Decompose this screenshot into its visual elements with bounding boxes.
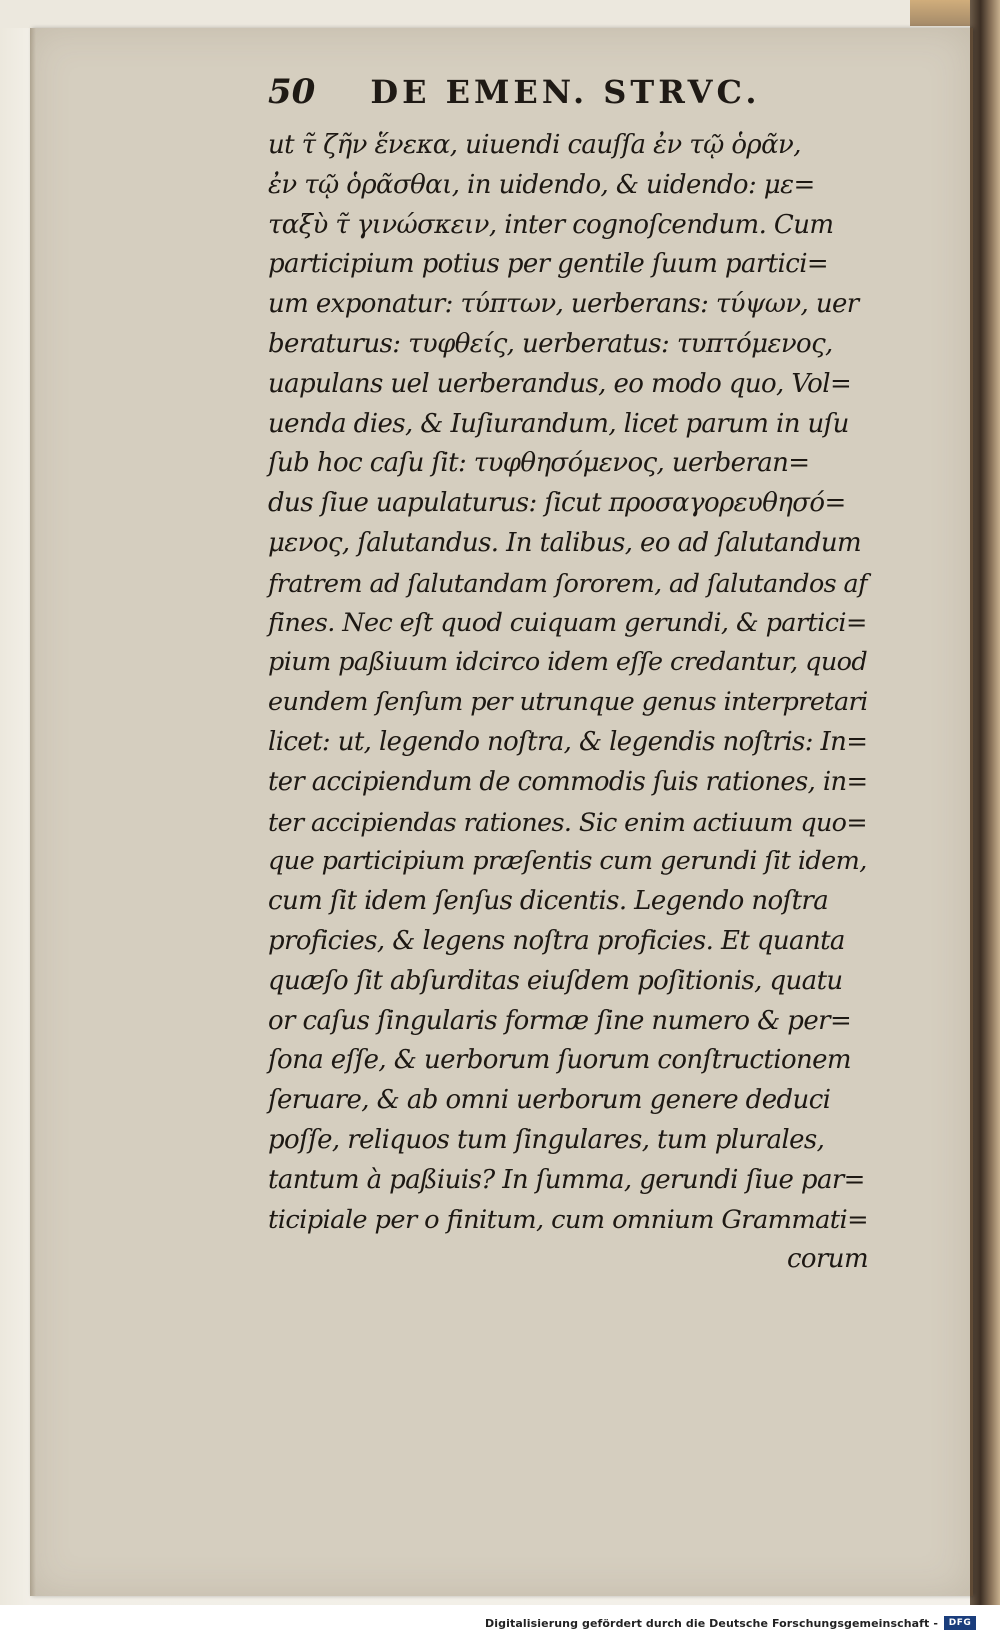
text-line: uapulans uel uerberandus, eo modo quo, Vol= (268, 368, 852, 399)
text-line: ter accipiendas rationes. Sic enim actiuum quo= (268, 806, 867, 837)
text-line: poſſe, reliquos tum ſingulares, tum plurales, (268, 1124, 825, 1155)
text-line: ſeruare, & ab omni uerborum genere deduci (268, 1085, 831, 1116)
text-line: fines. Nec eſt quod cuiquam gerundi, & partici= (268, 607, 867, 638)
page-number: 50 (268, 72, 316, 112)
text-line: μενος, ſalutandus. In talibus, eo ad ſalutandum (268, 527, 862, 558)
dfg-logo-icon: DFG (944, 1616, 976, 1630)
text-line: ter accipiendum de commodis ſuis rationes, in= (268, 766, 868, 797)
text-line: pium paßiuum idcirco idem eſſe credantur, quod (268, 647, 868, 678)
text-line: licet: ut, legendo noſtra, & legendis noſtris: In= (268, 726, 868, 757)
catchword: corum (786, 1244, 868, 1275)
text-line: participium potius per gentile ſuum partici= (268, 249, 829, 280)
text-line: or caſus ſingularis formæ ſine numero & per= (268, 1005, 852, 1036)
text-line: quæſo ſit abſurditas eiuſdem poſitionis, quatu (268, 965, 843, 996)
text-line: fratrem ad ſalutandam ſororem, ad ſalutandos af (268, 567, 867, 598)
funding-credit: Digitalisierung gefördert durch die Deutsche Forschungsgemeinschaft - (485, 1617, 938, 1630)
text-line: ἐν τῷ ὁρᾶσθαι, in uidendo, & uidendo: με= (268, 169, 815, 200)
text-line: ticipiale per o finitum, cum omnium Grammati= (268, 1204, 869, 1235)
book-spine-edge (970, 0, 1000, 1605)
text-line: ſub hoc caſu ſit: τυφθησόμενος, uerberan= (268, 448, 810, 479)
text-line: ut τ̃ ζῆν ἕνεκα, uiuendi cauſſa ἐν τῷ ὁρᾶν, (268, 130, 801, 160)
page-edge-shadow (30, 28, 36, 1596)
running-head: DE EMEN. STRVC. (370, 73, 761, 111)
text-line: dus ſiue uapulaturus: ſicut προσαγορευθησό= (268, 488, 846, 519)
text-line: proficies, & legens noſtra proficies. Et quanta (268, 925, 845, 956)
text-line: cum ſit idem ſenſus dicentis. Legendo noſtra (268, 886, 829, 917)
digitization-footer (0, 1605, 1000, 1645)
text-line: ſona eſſe, & uerborum ſuorum conſtructionem (268, 1045, 851, 1076)
book-corner (910, 0, 970, 26)
text-line: tantum à paßiuis? In ſumma, gerundi ſiue par= (268, 1164, 865, 1195)
text-line: que participium præſentis cum gerundi ſit idem, (268, 846, 867, 877)
text-line: ταξὺ τ̃ γινώσκειν, inter cognoſcendum. Cum (268, 209, 834, 240)
scan-top-margin (0, 0, 1000, 28)
text-line: eundem ſenſum per utrunque genus interpretari (268, 687, 868, 718)
text-line: uenda dies, & Iuſiurandum, licet parum in uſu (268, 408, 849, 439)
text-line: beraturus: τυφθείς, uerberatus: τυπτόμενος, (268, 328, 833, 359)
text-line: um exponatur: τύπτων, uerberans: τύψων, uer (268, 289, 859, 320)
page-header (268, 72, 788, 122)
body-text (268, 126, 868, 1280)
